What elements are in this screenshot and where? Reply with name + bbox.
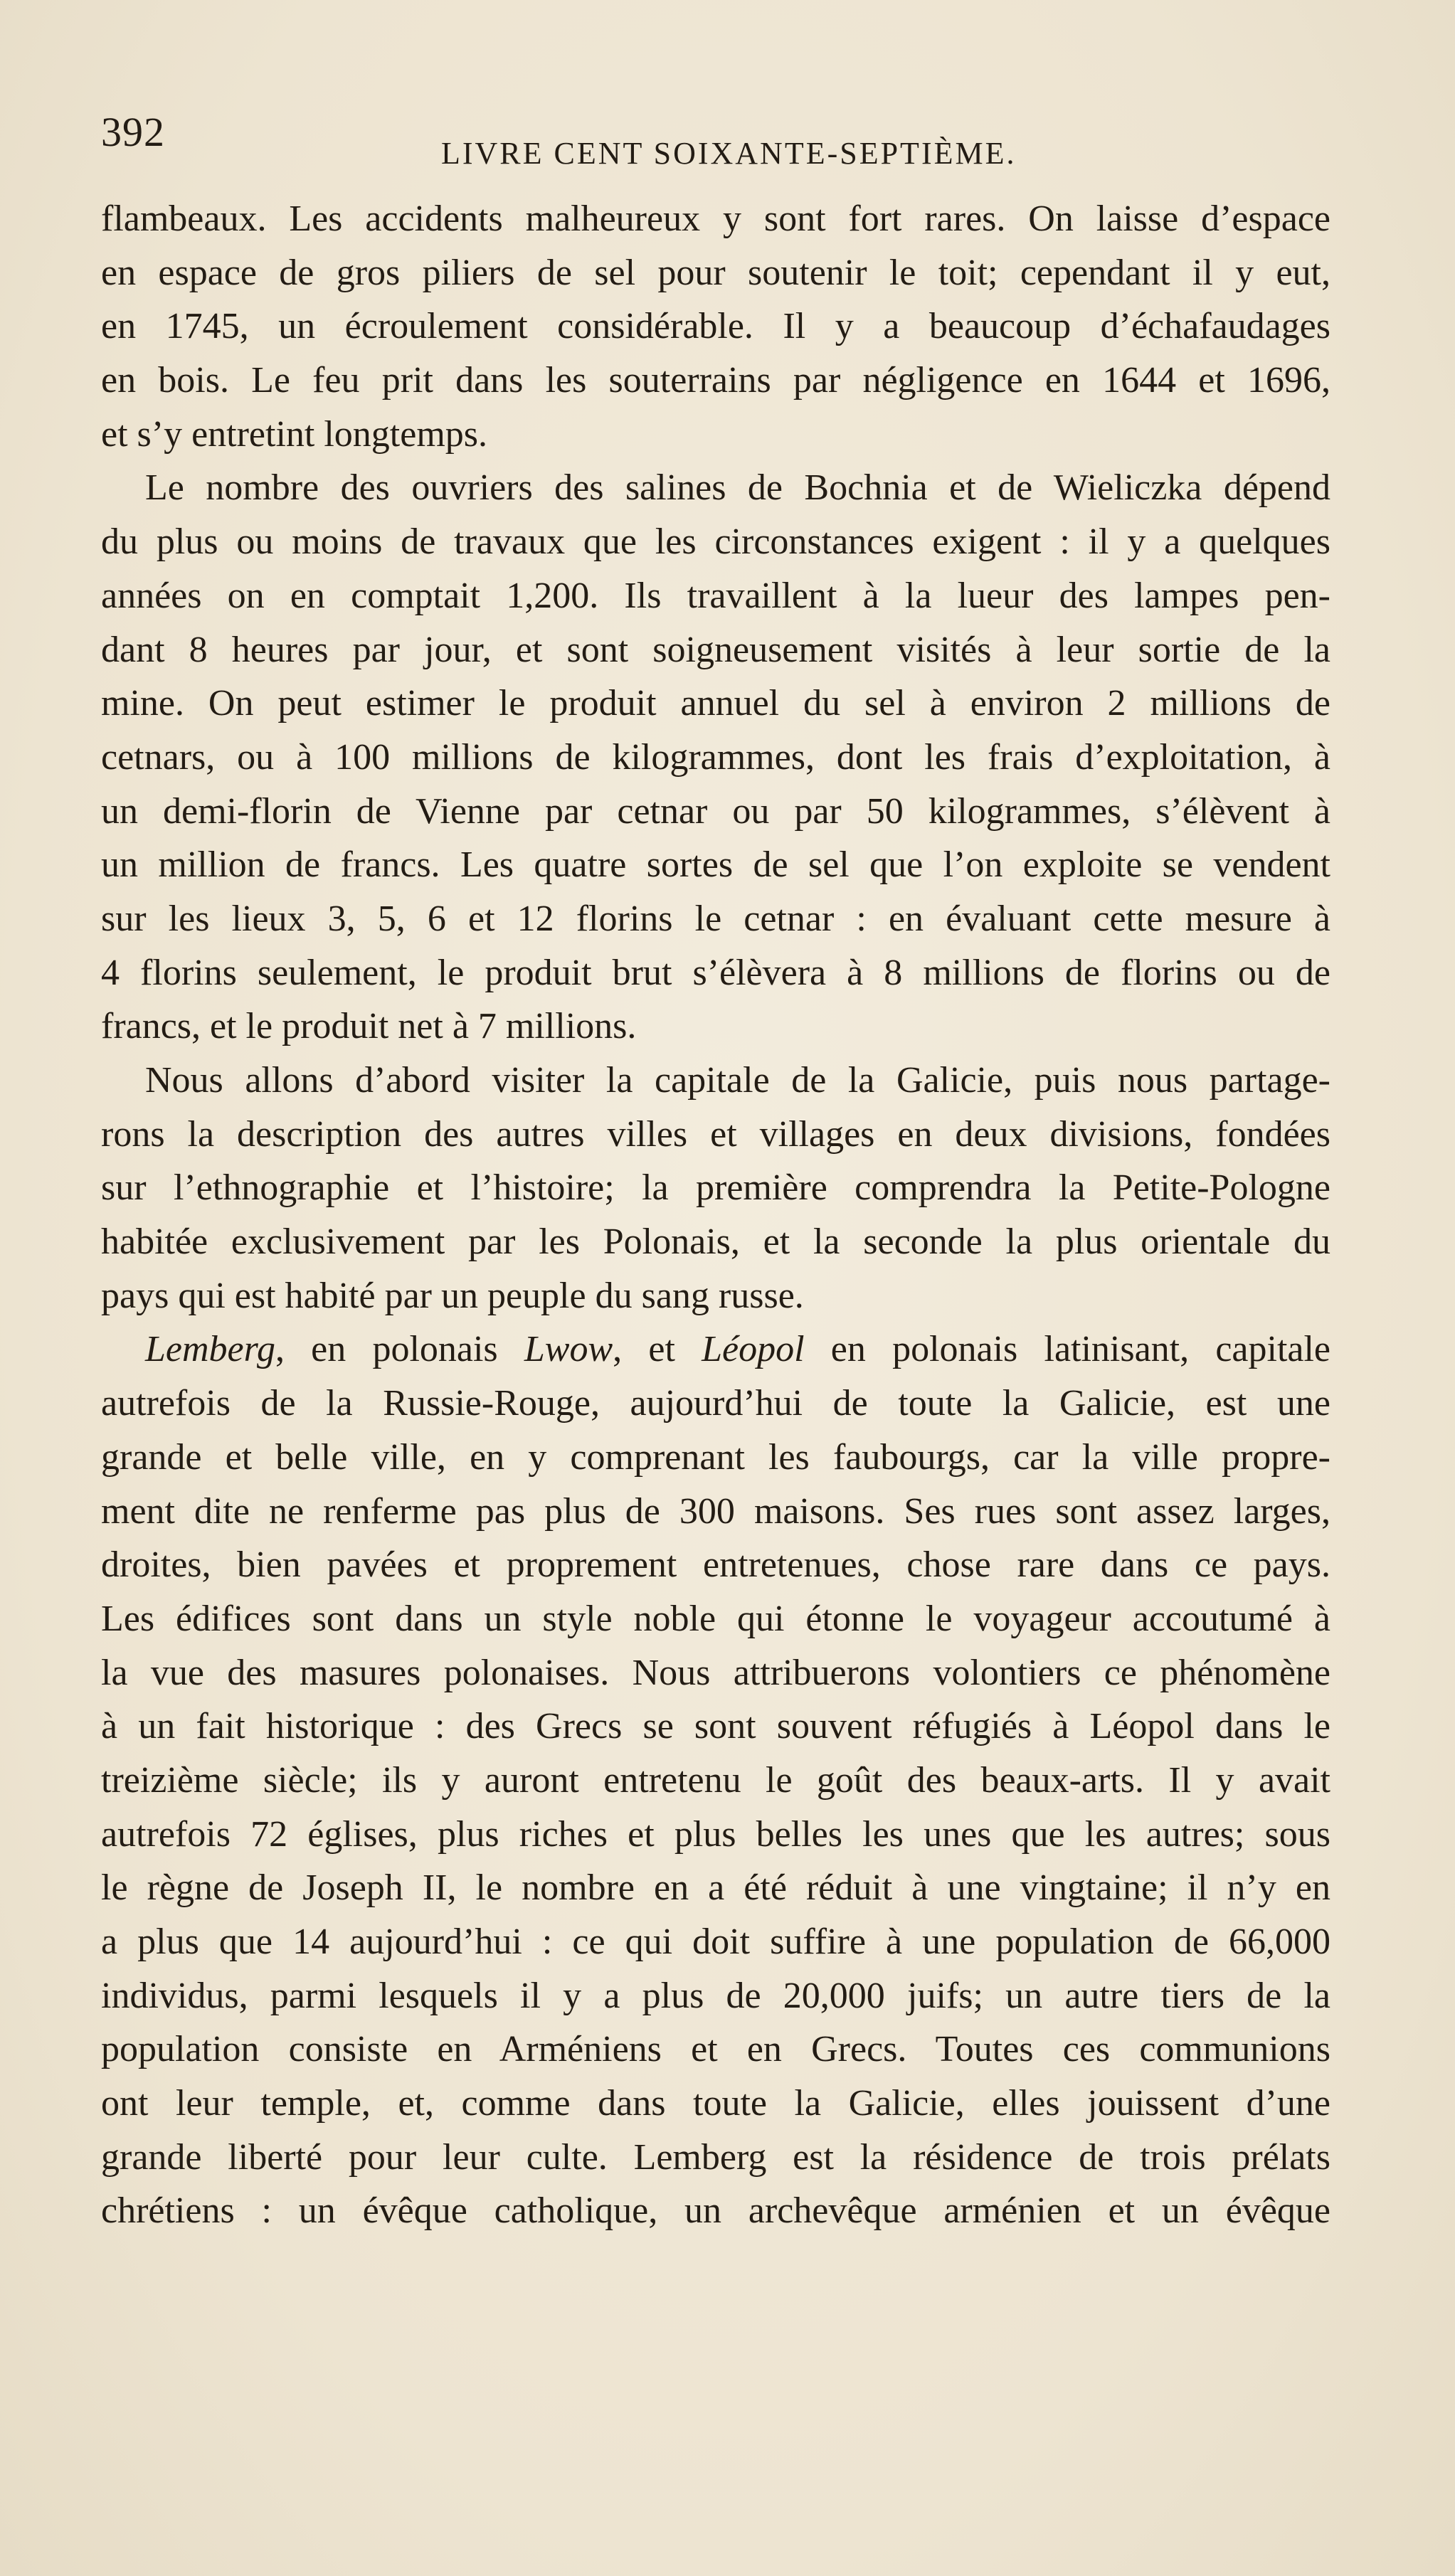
text-line: Nous allons d’abord visiter la capitale de la Galicie, puis nous partage- [145, 1060, 1330, 1101]
text-line: en espace de gros piliers de sel pour soutenir le toit; cependant il y eut, [101, 252, 1330, 293]
text-line: ont leur temple, et, comme dans toute la Galicie, elles jouissent d’une [101, 2083, 1330, 2124]
text-line: francs, et le produit net à 7 millions. [101, 1006, 637, 1047]
text-line: en 1745, un écroulement considérable. Il y a beaucoup d’échafaudages [101, 306, 1330, 347]
text-line: un million de francs. Les quatre sortes de sel que l’on exploite se vendent [101, 844, 1330, 886]
text-line: cetnars, ou à 100 millions de kilogrammes, dont les frais d’exploitation, à [101, 736, 1330, 778]
text-line: Le nombre des ouvriers des salines de Bochnia et de Wieliczka dépend [145, 467, 1330, 509]
text-line: le règne de Joseph II, le nombre en a été réduit à une vingtaine; il n’y en [101, 1867, 1330, 1909]
text-line: rons la description des autres villes et villages en deux divisions, fondées [101, 1113, 1330, 1155]
text-line: la vue des masures polonaises. Nous attribuerons volontiers ce phénomène [101, 1652, 1330, 1693]
text-line: sur l’ethnographie et l’histoire; la première comprendra la Petite-Pologne [101, 1167, 1330, 1209]
text-line: a plus que 14 aujourd’hui : ce qui doit suffire à une population de 66,000 [101, 1922, 1330, 1962]
text-line: dant 8 heures par jour, et sont soigneusement visités à leur sortie de la [101, 629, 1330, 670]
text-line: du plus ou moins de travaux que les circonstances exigent : il y a quelques [101, 521, 1330, 563]
text-line: individus, parmi lesquels il y a plus de 20,000 juifs; un autre tiers de la [101, 1975, 1330, 2016]
text-line: treizième siècle; ils y auront entretenu le goût des beaux-arts. Il y avait [101, 1759, 1330, 1801]
text-line: autrefois 72 églises, plus riches et plus belles les unes que les autres; sous [101, 1813, 1330, 1855]
text-line: mine. On peut estimer le produit annuel du sel à environ 2 millions de [101, 683, 1330, 724]
running-head: LIVRE CENT SOIXANTE-SEPTIÈME. [441, 136, 1017, 171]
text-fragment: , et [613, 1329, 702, 1370]
italic-term-leopol: Léopol [702, 1329, 805, 1370]
text-line: sur les lieux 3, 5, 6 et 12 florins le cetnar : en évaluant cette mesure à [101, 898, 1330, 939]
text-line-with-italics [101, 1323, 1330, 1377]
text-line: un demi-florin de Vienne par cetnar ou par 50 kilogrammes, s’élèvent à [101, 790, 1330, 832]
text-fragment: , en polonais [275, 1329, 524, 1370]
text-line: population consiste en Arméniens et en Grecs. Toutes ces communions [101, 2029, 1330, 2070]
text-line: droites, bien pavées et proprement entretenues, chose rare dans ce pays. [101, 1544, 1330, 1586]
text-line: années on en comptait 1,200. Ils travaillent à la lueur des lampes pen- [101, 575, 1330, 616]
text-line: à un fait historique : des Grecs se sont souvent réfugiés à Léopol dans le [101, 1706, 1330, 1747]
text-line: pays qui est habité par un peuple du sang russe. [101, 1275, 804, 1316]
text-line: en bois. Le feu prit dans les souterrains par négligence en 1644 et 1696, [101, 360, 1330, 401]
text-line: grande et belle ville, en y comprenant les faubourgs, car la ville propre- [101, 1436, 1330, 1478]
text-line: Les édifices sont dans un style noble qui étonne le voyageur accoutumé à [101, 1598, 1330, 1639]
text-line: grande liberté pour leur culte. Lemberg est la résidence de trois prélats [101, 2136, 1330, 2178]
text-line: habitée exclusivement par les Polonais, et la seconde la plus orientale du [101, 1221, 1330, 1263]
italic-term-lwow: Lwow [524, 1329, 613, 1370]
italic-term-lemberg: Lemberg [145, 1329, 275, 1370]
text-line: 4 florins seulement, le produit brut s’élèvera à 8 millions de florins ou de [101, 952, 1330, 993]
body-text [101, 192, 1330, 2291]
text-line: et s’y entretint longtemps. [101, 413, 488, 455]
text-line: ment dite ne renferme pas plus de 300 maisons. Ses rues sont assez larges, [101, 1490, 1330, 1532]
text-fragment: en polonais latinisant, capitale [804, 1329, 1330, 1370]
text-line: chrétiens : un évêque catholique, un archevêque arménien et un évêque [101, 2190, 1330, 2232]
text-line: autrefois de la Russie-Rouge, aujourd’hui de toute la Galicie, est une [101, 1383, 1330, 1424]
text-line: flambeaux. Les accidents malheureux y sont fort rares. On laisse d’espace [101, 198, 1330, 239]
page-number: 392 [101, 109, 165, 155]
